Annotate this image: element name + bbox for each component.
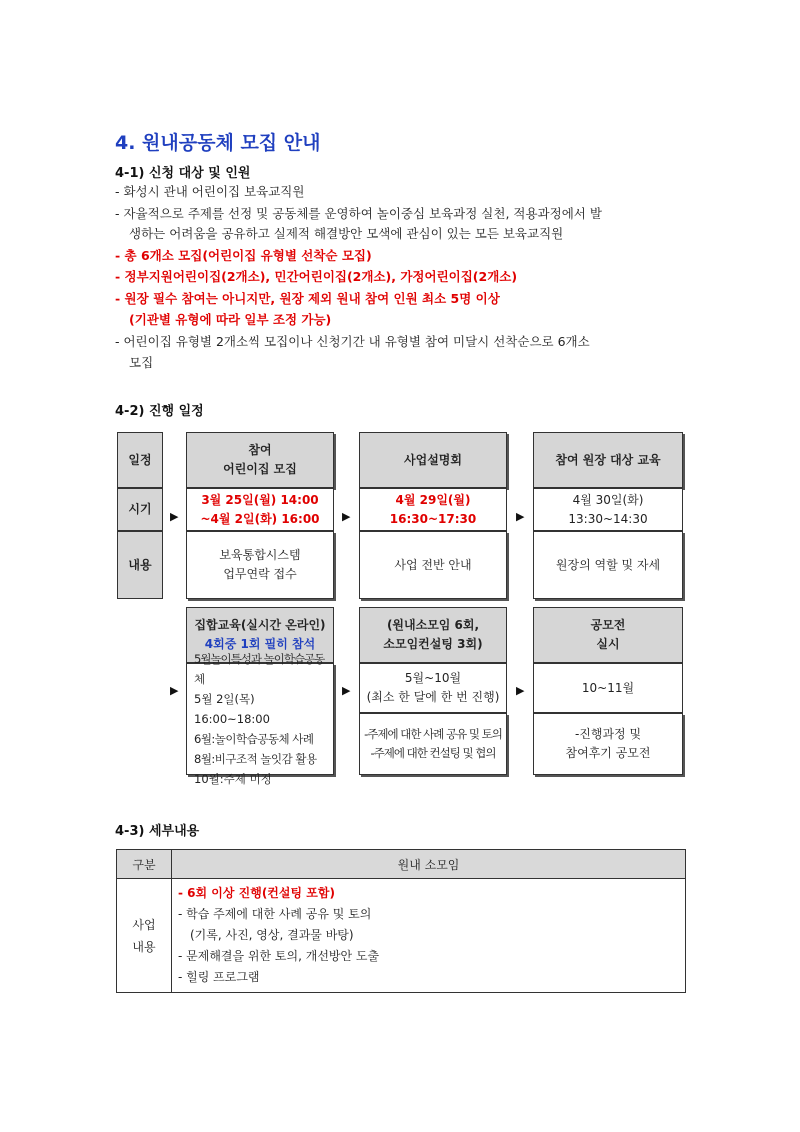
step-meeting-period-2: (최소 한 달에 한 번 진행) xyxy=(366,690,500,704)
step-recruit-title-2: 어린이집 모집 xyxy=(223,462,297,476)
step-director-edu-header: 참여 원장 대상 교육 xyxy=(533,432,683,488)
arrow-right-icon: ▶ xyxy=(516,510,525,523)
subsection-title-4-2: 4-2) 진행 일정 xyxy=(115,404,204,419)
detail-header-category: 구분 xyxy=(117,850,172,879)
step-meeting-header xyxy=(359,607,507,663)
step-meeting-period-1: 5월~10월 xyxy=(404,671,462,685)
arrow-right-icon: ▶ xyxy=(516,684,525,697)
target-line-5a: - 원장 필수 참여는 아니지만, 원장 제외 원내 참여 인원 최소 5명 이상 xyxy=(115,291,500,306)
step-director-edu-date-1: 4월 30일(화) xyxy=(572,492,644,507)
step-group-edu-title-1: 집합교육(실시간 온라인) xyxy=(194,618,326,632)
detail-table xyxy=(116,849,686,993)
target-line-6a: - 어린이집 유형별 2개소씩 모집이나 신청기간 내 유형별 참여 미달시 선착순으로 6개소 xyxy=(115,334,590,349)
step-contest-period: 10~11월 xyxy=(533,663,683,713)
target-line-4: - 정부지원어린이집(2개소), 민간어린이집(2개소), 가정어린이집(2개소) xyxy=(115,269,518,284)
step-contest-content-2: 참여후기 공모전 xyxy=(565,746,651,760)
detail-item-4: - 문제해결을 위한 토의, 개선방안 도출 xyxy=(178,949,380,963)
step-contest-title-1: 공모전 xyxy=(590,618,626,632)
step-group-edu-line-1: 5월놀이특성과 놀이학습공동체 xyxy=(194,652,325,686)
detail-content xyxy=(172,879,686,993)
step-recruit-header xyxy=(186,432,334,488)
step-contest-header xyxy=(533,607,683,663)
step-recruit-date-1: 3월 25일(월) 14:00 xyxy=(201,492,319,507)
step-group-edu-line-5: 10월:주제 미정 xyxy=(194,772,272,786)
step-recruit-content-2: 업무연락 접수 xyxy=(223,567,297,581)
step-meeting-content xyxy=(359,713,507,775)
step-contest-content-1: -진행과정 및 xyxy=(574,727,642,741)
detail-item-5: - 힐링 프로그램 xyxy=(178,970,260,984)
target-line-5b: (기관별 유형에 따라 일부 조정 가능) xyxy=(129,312,332,327)
step-meeting-title-2: 소모임컨설팅 3회) xyxy=(383,637,483,651)
step-director-edu-date-2: 13:30~14:30 xyxy=(568,511,648,526)
step-group-edu-content xyxy=(186,652,334,786)
step-group-edu-line-3: 6월:놀이학습공동체 사례 xyxy=(194,732,314,746)
step-group-edu-line-2: 5월 2일(목) 16:00~18:00 xyxy=(194,692,270,726)
step-contest-content xyxy=(533,713,683,775)
step-recruit-title-1: 참여 xyxy=(248,443,272,457)
step-contest-title-2: 실시 xyxy=(596,637,620,651)
subsection-title-4-1: 4-1) 신청 대상 및 인원 xyxy=(115,166,251,181)
arrow-right-icon: ▶ xyxy=(170,510,179,523)
step-meeting-content-1: -주제에 대한 사례 공유 및 토의 xyxy=(364,727,502,741)
step-briefing-period xyxy=(359,488,507,531)
step-meeting-title-1: (원내소모임 6회, xyxy=(386,618,480,632)
detail-item-3: (기록, 사진, 영상, 결과물 바탕) xyxy=(190,928,354,942)
step-briefing-date-1: 4월 29일(월) xyxy=(395,492,471,507)
arrow-right-icon: ▶ xyxy=(170,684,179,697)
target-line-6b: 모집 xyxy=(129,355,154,370)
arrow-right-icon: ▶ xyxy=(342,510,351,523)
step-briefing-date-2: 16:30~17:30 xyxy=(389,511,477,526)
subsection-title-4-3: 4-3) 세부내용 xyxy=(115,824,200,839)
step-recruit-content xyxy=(186,531,334,599)
row-label-period: 시기 xyxy=(117,488,163,531)
row-label-schedule: 일정 xyxy=(117,432,163,488)
step-director-edu-content: 원장의 역할 및 자세 xyxy=(533,531,683,599)
step-recruit-content-1: 보육통합시스템 xyxy=(219,548,301,562)
detail-item-1: - 6회 이상 진행(컨설팅 포함) xyxy=(178,886,335,900)
step-group-edu-title-2: 4회중 1회 필히 참석 xyxy=(204,637,316,651)
step-meeting-content-2: -주제에 대한 컨설팅 및 협의 xyxy=(370,746,496,760)
step-briefing-header: 사업설명회 xyxy=(359,432,507,488)
arrow-right-icon: ▶ xyxy=(342,684,351,697)
step-recruit-period xyxy=(186,488,334,531)
step-director-edu-period xyxy=(533,488,683,531)
target-line-3: - 총 6개소 모집(어린이집 유형별 선착순 모집) xyxy=(115,248,372,263)
target-line-2b: 생하는 어려움을 공유하고 실제적 해결방안 모색에 관심이 있는 모든 보육교직원 xyxy=(129,226,564,241)
detail-header-meeting: 원내 소모임 xyxy=(172,850,686,879)
step-group-edu-line-4: 8월:비구조적 놀잇감 활용 xyxy=(194,752,317,766)
step-recruit-date-2: ~4월 2일(화) 16:00 xyxy=(200,511,320,526)
row-label-content: 내용 xyxy=(117,531,163,599)
detail-item-2: - 학습 주제에 대한 사례 공유 및 토의 xyxy=(178,907,372,921)
section-heading: 4. 원내공동체 모집 안내 xyxy=(115,132,321,154)
detail-row-label-2: 내용 xyxy=(132,939,156,954)
target-line-1: - 화성시 관내 어린이집 보육교직원 xyxy=(115,184,305,199)
detail-row-label xyxy=(117,879,172,993)
step-briefing-content: 사업 전반 안내 xyxy=(359,531,507,599)
detail-row-label-1: 사업 xyxy=(132,917,156,932)
step-meeting-period xyxy=(359,663,507,713)
target-line-2a: - 자율적으로 주제를 선정 및 공동체를 운영하여 놀이중심 보육과정 실천, 적용과정에서 발 xyxy=(115,206,602,221)
